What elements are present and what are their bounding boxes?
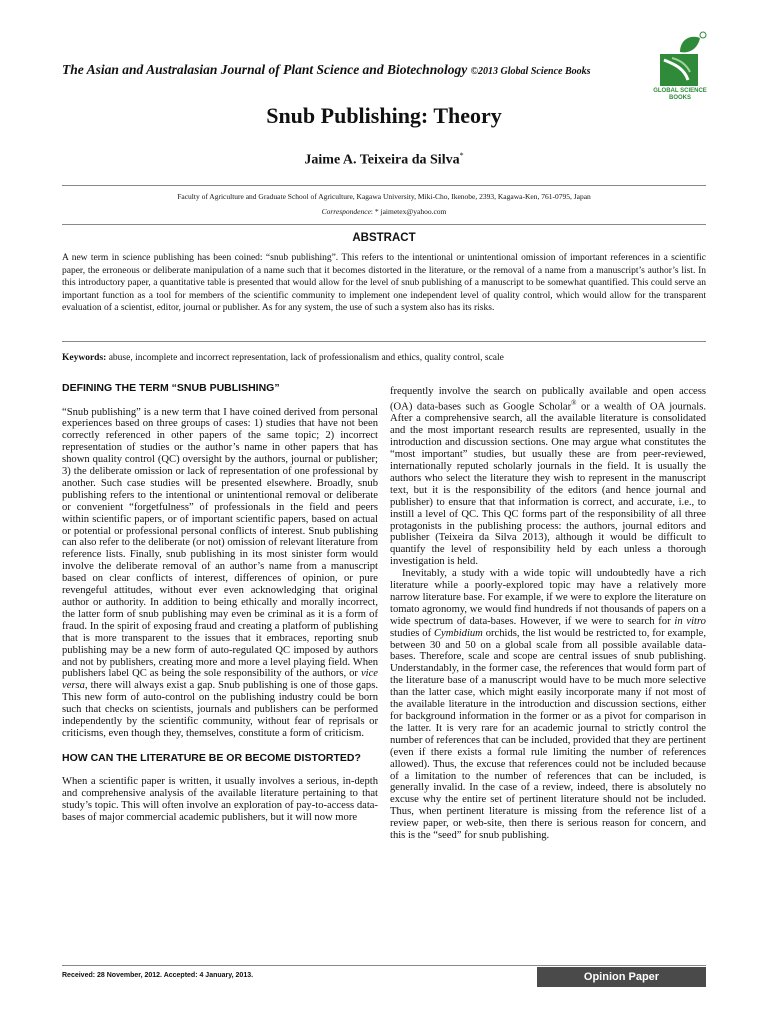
divider-top: [62, 185, 706, 186]
paragraph-2: When a scientific paper is written, it usually involves a serious, in-depth and comprehensive analysis of the available literature pertaining to that study’s topic. This will often involve an exploration of pay-to-access data-bases of major commercial academic publishers, but it will now more: [62, 776, 378, 824]
paragraph-4: [390, 568, 706, 842]
section-heading-1: DEFINING THE TERM “SNUB PUBLISHING”: [62, 382, 280, 394]
paragraph-3: [390, 386, 706, 568]
paragraph-3-text: frequently involve the search on publically available and open access (OA) data-bases such as Google Scholar: [390, 386, 706, 413]
paragraph-4-italic-2: Cymbidium: [433, 627, 483, 639]
paragraph-1-italic: vice versa: [62, 668, 378, 692]
section-heading-2: HOW CAN THE LITERATURE BE OR BECOME DISTORTED?: [62, 751, 361, 764]
leaf-logo-icon: [650, 30, 710, 90]
affiliation: Faculty of Agriculture and Graduate School of Agriculture, Kagawa University, Miki-Cho, Ikenobe, 2393, Kagawa-Ken, 761-0795, Japan: [177, 192, 591, 201]
journal-header: [62, 62, 662, 78]
divider-abstract: [62, 224, 706, 225]
correspondence-email: : * jaimetex@yahoo.com: [370, 207, 447, 216]
paragraph-3-text-end: or a wealth of OA journals. After a comprehensive search, all the available literature is consolidated and the most important research results are represented, usually in the introduction and discussion sections. One may argue what constitutes the “most important” studies, but usually these are from peer-reviewed, internationally reputed scholarly journals in the field. It is usually the authors who select the literature they wish to represent in the manuscript text, but it is the responsibility of the editors (and hence journal and publisher) to ensure that that information is correct, and accurate, i.e., to instill a level of QC. This QC forms part of the responsibility of all three protagonists in the publishing process: the authors, journal editors and publisher (Teixeira da Silva 2013), although it would be difficult to quantify the level of responsibility held by each unless a thorough investigation is held.: [390, 401, 706, 568]
received-dates: Received: 28 November, 2012. Accepted: 4 January, 2013.: [62, 972, 254, 979]
paragraph-4-text: Inevitably, a study with a wide topic will undoubtedly have a rich literature while a poorly-explored topic may have a relatively more narrow literature base. For example, if we were to explore the literature on tomato agronomy, we would find hundreds if not thousands of papers on a wide spectrum of data-bases. However, if we were to search for: [390, 568, 706, 627]
paragraph-4-text-end: orchids, the list would be restricted to, for example, between 30 and 50 on a global scale from all possible available data-bases. Therefore, scale and scope are central issues of snub publishing. Understandably, in the former case, the references that would form part of the literature base of a manuscript would have to be much more selective than the latter case, which might easily incorporate many if not most of the available literature in the introduction and discussion sections, either for background information in the former or as a pivot for comparison in the latter. It is very rare for an academic journal to strictly control the number of references that can be included, provided that they are pertinent (even if there exists a formal rule limiting the number of references allowed). Thus, the excuse that references could not be included because of a limitation to the number of references that can be included, is generally invalid. In the case of a review, indeed, there is absolutely no excuse why the entire set of pertinent literature should not be included. Thus, when pertinent literature is missing from the reference list of a review paper, or web-site, then there is serious reason for concern, and this is the “seed” for snub publishing.: [390, 627, 706, 842]
footer-divider: [62, 965, 706, 966]
keywords-text: abuse, incomplete and incorrect representation, lack of professionalism and ethics, quality control, scale: [106, 353, 504, 363]
left-column: [62, 382, 378, 824]
author-name: Jaime A. Teixeira da Silva: [304, 152, 460, 168]
paragraph-1-text-end: , there will always exist a gap. Snub publishing is one of those gaps. This new form of auto-control on the publishing industry could be born such that checks on scientists, journals and publishers can be performed independently by the scientific community, without fear of reprisals or criticisms, even though they, themselves, constitute a form of criticism.: [62, 680, 378, 739]
logo-label: GLOBAL SCIENCE BOOKS: [653, 88, 707, 101]
paragraph-1: [62, 407, 378, 740]
author-mark: *: [459, 151, 464, 160]
correspondence-label: Correspondence: [321, 207, 371, 216]
registered-mark: ®: [571, 398, 577, 407]
correspondence: [0, 207, 768, 216]
paragraph-4-text-mid: studies of: [390, 627, 434, 639]
keywords-label: Keywords:: [62, 353, 107, 363]
author-line: [0, 151, 768, 169]
keywords: [62, 353, 706, 363]
right-column: [390, 386, 706, 842]
article-type-badge: Opinion Paper: [537, 967, 706, 987]
journal-copyright: ©2013 Global Science Books: [470, 66, 591, 77]
paragraph-4-italic-1: in vitro: [674, 615, 706, 627]
journal-name: The Asian and Australasian Journal of Plant Science and Biotechnology: [62, 62, 468, 77]
article-title: Snub Publishing: Theory: [266, 103, 502, 128]
abstract-text: A new term in science publishing has been coined: “snub publishing”. This refers to the intentional or unintentional omission of important references in a scientific paper, the erroneous or deliberate manipulation of a name such that it becomes distorted in the literature, or the removal of a name from a manuscript’s author’s list. In this introductory paper, a quantitative table is presented that would allow for the level of snub publishing of a manuscript to be somewhat quantified. This could serve an important function as a tool for members of the scientific community to implement one independent level of quality control, which would allow for the transparent evaluation of a scientist, editor, journal or publisher. As for any system, the use of such a system also has its risks.: [62, 253, 706, 314]
abstract-heading: ABSTRACT: [352, 232, 416, 244]
divider-keywords: [62, 341, 706, 342]
paragraph-1-text: “Snub publishing” is a new term that I have coined derived from personal experiences based on three groups of cases: 1) studies that have not been correctly referenced in other papers of the same topic; 2) incorrect representation of studies or the author’s name in other papers that has shown quality control (QC) oversight by the authors, journal or publisher; 3) the deliberate omission or lack of representation of one professional by another. Such case studies will be presented elsewhere. Broadly, snub publishing refers to the intentional or unintentional removal or deliberate or convenient “forgetfulness” of professionals in the field and peers within scientific papers, or of important scientific papers, based on actual or potential or professional personal conflicts of interest. Snub publishing can also refer to the deliberate (or not) omission of relevant literature from reference lists. Finally, snub publishing in its most sinister form would involve the deliberate removal of an author’s name from a manuscript based on clear conflicts of interest, differences of opinion, or pure revengeful attitudes, without ever even acknowledging that original author or authority. In addition to being ethically and morally incorrect, the latter form of snub publishing may even be criminal as it is a form of fraud. In the spirit of exposing fraud and creating a platform of publishing that is more transparent to the issues that it embraces, reporting snub publishing may be a new form of auto-regulated QC imposed by authors and not by publishers, creating more and more a level playing field. When publishers label QC as being the sole responsibility of the authors, or: [62, 406, 378, 680]
